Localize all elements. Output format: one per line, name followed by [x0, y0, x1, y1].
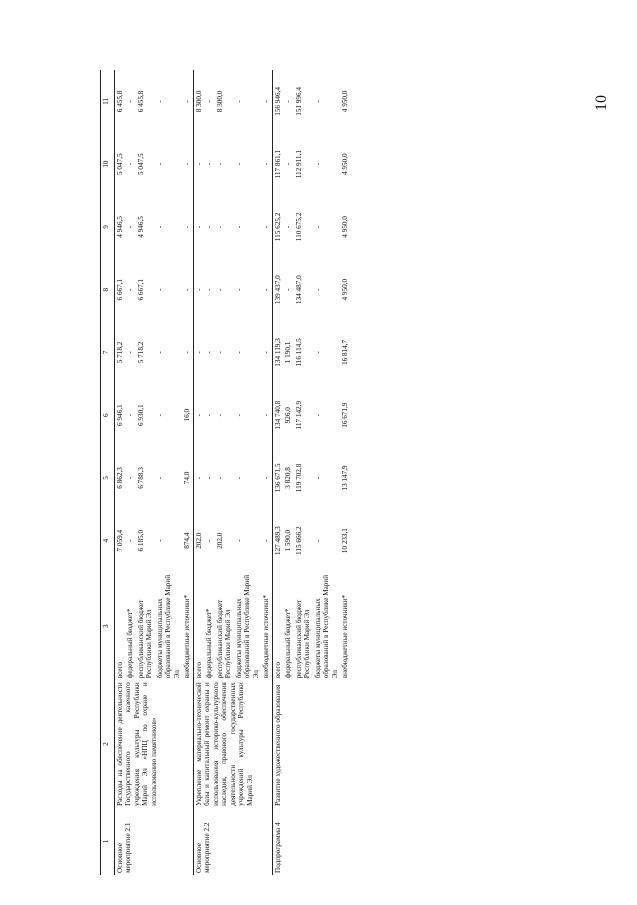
value-cell-col-8: - [313, 288, 322, 291]
value-cell-col-10: - [183, 162, 192, 166]
funding-source: республиканский бюджет Республики Марий Эл [136, 599, 154, 679]
value-cell-col-9: - [313, 225, 322, 229]
column-header-2: 2 [101, 680, 115, 808]
value-cell-col-9: - [155, 225, 164, 229]
value-cell-col-11: 6 455,8 [136, 90, 145, 113]
value-cell-col-7: 5 718,2 [116, 341, 124, 364]
value-cell-col-10: - [126, 162, 135, 166]
value-cell-col-9: - [205, 225, 214, 229]
header-row [101, 70, 115, 875]
value-cell-col-5: - [215, 476, 224, 480]
value-cell-col-9: - [262, 225, 271, 229]
value-cell-col-6: 16 671,9 [341, 402, 350, 428]
page-number: 10 [593, 95, 610, 111]
value-cell-col-5: 119 702,8 [294, 463, 303, 493]
table-row [115, 70, 126, 875]
funding-source: бюджеты муниципальных образований в Республике Марий Эл [234, 574, 260, 679]
value-cell-col-11: - [234, 100, 243, 103]
value-cell-col-9: - [215, 225, 224, 229]
value-cell-col-10: - [262, 162, 271, 166]
value-cell-col-10: - [155, 162, 164, 166]
funding-source: внебюджетные источники* [183, 594, 192, 679]
value-cell-col-8: - [262, 288, 271, 291]
value-cell-col-6: 6 946,1 [116, 404, 124, 426]
value-cell-col-4: 7 059,4 [116, 529, 124, 552]
column-header-11: 11 [101, 70, 115, 133]
column-header-7: 7 [101, 321, 115, 384]
value-cell-col-4: - [262, 539, 271, 542]
value-cell-col-5: - [313, 476, 322, 480]
value-cell-col-5: 13 147,9 [341, 465, 350, 491]
value-cell-col-6: - [262, 413, 271, 417]
value-cell-col-7: 5 718,2 [136, 341, 145, 364]
value-cell-col-8: - [126, 288, 135, 291]
column-header-4: 4 [101, 509, 115, 572]
value-cell-col-8: 4 950,0 [341, 278, 350, 301]
value-cell-col-6: - [205, 413, 214, 417]
value-cell-col-5: 136 671,5 [272, 447, 283, 510]
value-cell-col-11: - [126, 100, 135, 103]
value-cell-col-8: - [155, 288, 164, 291]
value-cell-col-6: - [215, 413, 224, 417]
value-cell-col-10: - [313, 162, 322, 166]
value-cell-col-6: - [193, 384, 204, 447]
value-cell-col-8: 6 667,1 [136, 278, 145, 301]
value-cell-col-4: - [155, 539, 164, 542]
value-cell-col-11: - [183, 100, 192, 103]
value-cell-col-5: - [234, 476, 243, 480]
funding-source: республиканский бюджет Республики Марий Эл [294, 599, 312, 679]
value-cell-col-6: - [313, 413, 322, 417]
funding-source: внебюджетные источники* [262, 594, 271, 679]
value-cell-col-4: 6 185,0 [136, 529, 145, 552]
value-cell-col-4: 202,0 [215, 532, 224, 549]
funding-table [100, 70, 351, 875]
funding-source: федеральный бюджет* [284, 608, 293, 679]
funding-source: бюджеты муниципальных образований в Республике Марий Эл [313, 574, 339, 679]
value-cell-col-6: 6 930,1 [136, 404, 145, 426]
funding-source: республиканский бюджет Республики Марий Эл [215, 599, 233, 679]
value-cell-col-4: - [313, 539, 322, 542]
value-cell-col-7: - [193, 321, 204, 384]
value-cell-col-5: 6 788,3 [136, 467, 145, 489]
program-name: Укрепление материально-технической базы и капитальный ремонт охраны и использования историко-культурного наследия, правового обеспечения деятельности государственных учреждений культуры Республики Марий Эл [193, 680, 272, 808]
program-name: Развитие художественного образования [272, 680, 350, 808]
value-cell-col-9: - [183, 225, 192, 229]
value-cell-col-11: 6 455,8 [116, 90, 124, 113]
value-cell-col-8: - [284, 288, 293, 291]
value-cell-col-11: - [155, 100, 164, 103]
value-cell-col-9: - [284, 225, 293, 229]
value-cell-col-9: 4 946,5 [116, 216, 124, 238]
value-cell-col-6: - [126, 413, 135, 417]
value-cell-col-7: - [234, 351, 243, 354]
program-code: Основное мероприятие 2.2 [193, 808, 272, 875]
value-cell-col-4: 127 489,3 [272, 509, 283, 572]
column-header-1: 1 [101, 808, 115, 875]
value-cell-col-4: 115 666,2 [294, 526, 303, 555]
funding-source: всего [116, 662, 124, 679]
value-cell-col-4: - [126, 539, 135, 542]
value-cell-col-9: 4 946,5 [136, 216, 145, 238]
value-cell-col-11: - [284, 100, 293, 103]
value-cell-col-9: - [126, 225, 135, 229]
value-cell-col-7: - [313, 351, 322, 354]
value-cell-col-11: 8 300,0 [193, 70, 204, 133]
value-cell-col-6: 134 740,8 [272, 384, 283, 447]
value-cell-col-8: - [205, 288, 214, 291]
value-cell-col-7: - [183, 351, 192, 354]
value-cell-col-5: - [262, 476, 271, 480]
value-cell-col-5: - [126, 476, 135, 480]
value-cell-col-4: 874,4 [183, 532, 192, 549]
value-cell-col-9: 115 625,2 [272, 196, 283, 259]
value-cell-col-10: 5 047,5 [136, 153, 145, 175]
value-cell-col-7: 116 114,5 [294, 338, 303, 367]
value-cell-col-5: - [155, 476, 164, 480]
value-cell-col-10: 112 911,1 [294, 150, 303, 179]
value-cell-col-7: 1 190,1 [284, 341, 293, 364]
value-cell-col-5: 6 862,3 [116, 467, 124, 489]
column-header-6: 6 [101, 384, 115, 447]
column-header-10: 10 [101, 133, 115, 196]
value-cell-col-11: 4 950,0 [341, 90, 350, 113]
value-cell-col-6: 16,0 [183, 408, 192, 422]
value-cell-col-8: 6 667,1 [116, 278, 124, 301]
value-cell-col-11: - [205, 100, 214, 103]
value-cell-col-8: 134 487,0 [294, 275, 303, 305]
table-row [272, 70, 283, 875]
value-cell-col-10: 4 950,0 [341, 153, 350, 175]
value-cell-col-9: 110 675,2 [294, 212, 303, 242]
program-code: Основное мероприятие 2.1 [116, 822, 133, 873]
value-cell-col-5: 74,0 [183, 471, 192, 485]
value-cell-col-9: 4 950,0 [341, 216, 350, 238]
value-cell-col-7: - [155, 351, 164, 354]
column-header-9: 9 [101, 196, 115, 259]
table-header [101, 70, 115, 875]
value-cell-col-8: - [215, 288, 224, 291]
column-header-3: 3 [101, 572, 115, 680]
value-cell-col-9: - [234, 225, 243, 229]
value-cell-col-5: 3 820,8 [284, 467, 293, 489]
value-cell-col-4: 1 590,0 [284, 529, 293, 552]
value-cell-col-11: 8 300,0 [215, 90, 224, 113]
value-cell-col-6: 926,0 [284, 407, 293, 424]
program-name: Расходы на обеспечение деятельности Государственного казенного учреждения культуры Республики Марий Эл «НПЦ по охране и использованию памятников» [116, 682, 158, 806]
value-cell-col-7: 134 119,3 [272, 321, 283, 384]
column-header-8: 8 [101, 258, 115, 321]
value-cell-col-4: - [234, 539, 243, 542]
value-cell-col-11: - [262, 100, 271, 103]
value-cell-col-4: - [205, 539, 214, 542]
funding-source: бюджеты муниципальных образований в Республике Марий Эл [155, 574, 181, 679]
value-cell-col-10: - [284, 162, 293, 166]
funding-source: федеральный бюджет* [205, 608, 214, 679]
value-cell-col-11: - [313, 100, 322, 103]
funding-source: внебюджетные источники* [341, 594, 350, 679]
funding-source: федеральный бюджет* [126, 608, 135, 679]
funding-source: всего [193, 572, 204, 680]
value-cell-col-10: 117 861,1 [272, 133, 283, 196]
table-row [193, 70, 204, 875]
value-cell-col-9: - [193, 196, 204, 259]
program-code: Подпрограмма 4 [272, 808, 350, 875]
value-cell-col-7: - [205, 351, 214, 354]
value-cell-col-7: - [215, 351, 224, 354]
value-cell-col-5: - [205, 476, 214, 480]
value-cell-col-8: - [193, 258, 204, 321]
value-cell-col-6: - [155, 413, 164, 417]
value-cell-col-8: - [234, 288, 243, 291]
value-cell-col-7: - [262, 351, 271, 354]
value-cell-col-4: 10 233,1 [341, 528, 350, 554]
value-cell-col-8: - [183, 288, 192, 291]
value-cell-col-8: 139 437,0 [272, 258, 283, 321]
value-cell-col-11: 156 946,4 [272, 70, 283, 133]
value-cell-col-5: - [193, 447, 204, 510]
value-cell-col-7: - [126, 351, 135, 354]
value-cell-col-7: 16 814,7 [341, 339, 350, 366]
value-cell-col-10: - [193, 133, 204, 196]
value-cell-col-11: 151 996,4 [294, 87, 303, 116]
value-cell-col-10: - [205, 162, 214, 166]
value-cell-col-10: - [215, 162, 224, 166]
value-cell-col-6: 117 142,9 [294, 400, 303, 430]
rotated-page [100, 70, 610, 875]
column-header-5: 5 [101, 447, 115, 510]
funding-source: всего [272, 572, 283, 680]
table-body [115, 70, 351, 875]
value-cell-col-10: - [234, 162, 243, 166]
value-cell-col-6: - [234, 413, 243, 417]
value-cell-col-4: 202,0 [193, 509, 204, 572]
value-cell-col-10: 5 047,5 [116, 153, 124, 175]
